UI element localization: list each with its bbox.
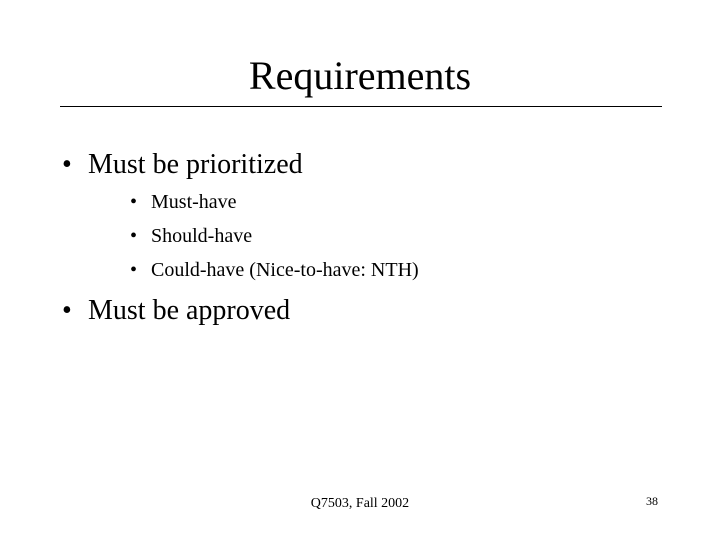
bullet-icon: •	[62, 149, 72, 180]
bullet-icon: •	[130, 259, 138, 281]
title-divider	[60, 106, 662, 107]
sub-bullet-text: Could-have (Nice-to-have: NTH)	[151, 259, 419, 281]
bullet-text: Must be prioritized	[88, 149, 303, 180]
sub-bullet-text: Must-have	[151, 191, 237, 213]
bullet-icon: •	[62, 295, 72, 326]
bullet-icon: •	[130, 191, 138, 213]
slide-number: 38	[646, 494, 658, 508]
slide-footer: Q7503, Fall 2002	[310, 496, 410, 511]
slide-title: Requirements	[248, 53, 472, 98]
bullet-text: Must be approved	[88, 295, 291, 326]
sub-bullet-text: Should-have	[151, 225, 253, 247]
bullet-icon: •	[130, 225, 138, 247]
